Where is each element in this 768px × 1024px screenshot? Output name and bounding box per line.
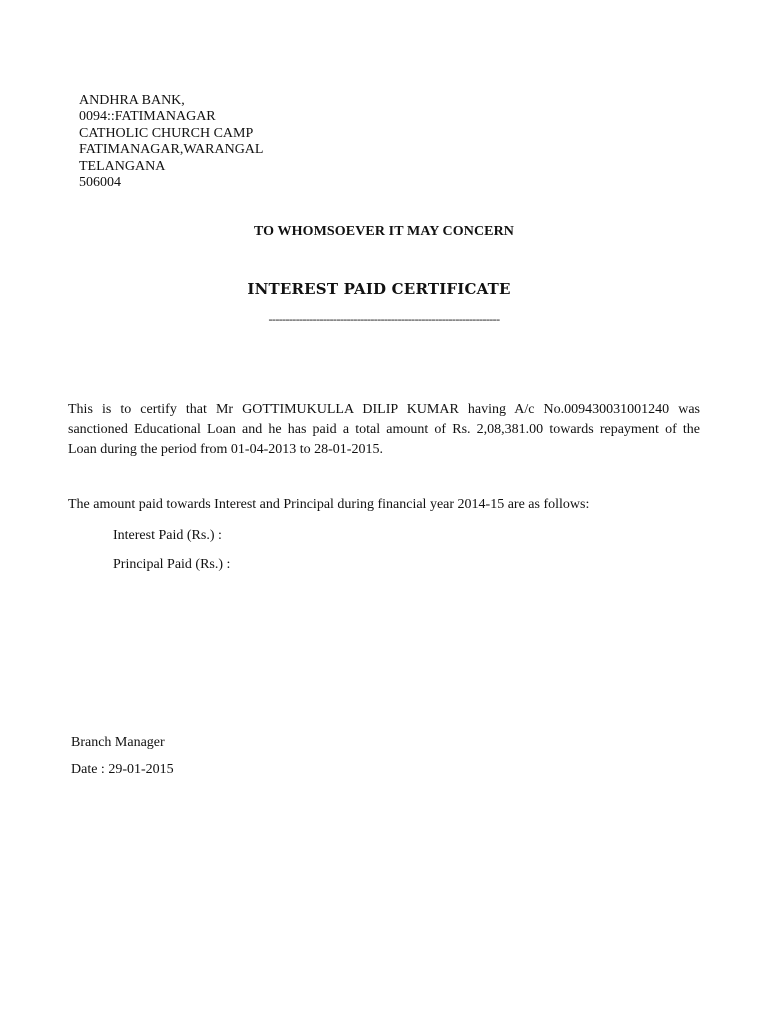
address-city: FATIMANAGAR,WARANGAL — [79, 142, 264, 158]
bank-name: ANDHRA BANK, — [79, 93, 185, 108]
certification-paragraph — [68, 400, 700, 460]
title-underline-separator: -------------------------------------------------------------------- — [268, 312, 500, 326]
salutation-heading: TO WHOMSOEVER IT MAY CONCERN — [253, 224, 515, 239]
issue-date: Date : 29-01-2015 — [71, 762, 174, 777]
branch-code: 0094::FATIMANAGAR — [79, 109, 216, 125]
address-pincode: 506004 — [79, 175, 121, 191]
financial-year-statement: The amount paid towards Interest and Principal during financial year 2014-15 are as follows: — [68, 497, 590, 512]
address-state: TELANGANA — [79, 158, 166, 174]
paragraph-line: This is to certify that Mr GOTTIMUKULLA DILIP KUMAR having A/c No.009430031001240 was — [68, 402, 700, 417]
bank-address-block — [79, 93, 263, 191]
address-line: CATHOLIC CHURCH CAMP — [79, 125, 254, 141]
paragraph-line: sanctioned Educational Loan and he has paid a total amount of Rs. 2,08,381.00 towards repayment of the — [68, 422, 700, 437]
certificate-title: INTEREST PAID CERTIFICATE — [247, 280, 511, 298]
interest-paid-label: Interest Paid (Rs.) : — [113, 528, 222, 543]
paragraph-line: Loan during the period from 01-04-2013 to 28-01-2015. — [68, 442, 383, 457]
signatory-designation: Branch Manager — [71, 735, 165, 750]
principal-paid-label: Principal Paid (Rs.) : — [113, 557, 231, 572]
